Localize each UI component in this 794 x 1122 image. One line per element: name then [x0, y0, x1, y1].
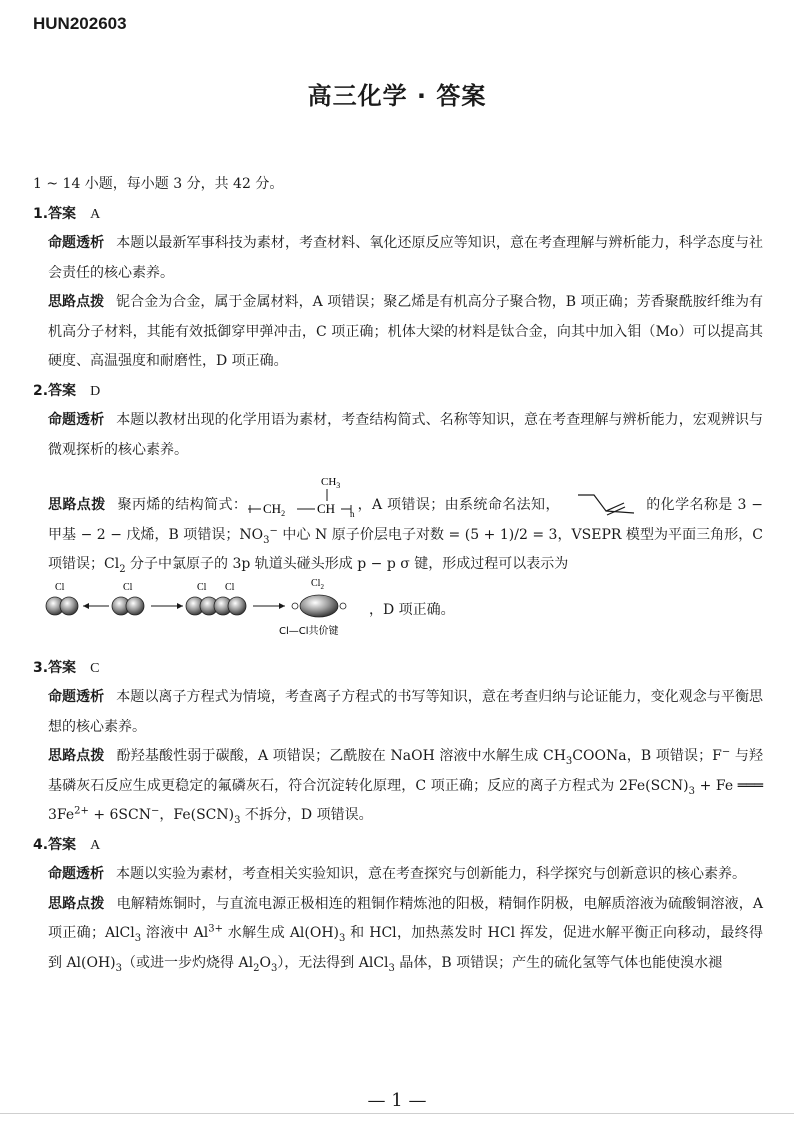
p-p-sigma-bond-diagram — [43, 572, 363, 646]
q4-hint-d: 和 HCl，加热蒸发时 HCl 挥发，促进水解平衡正向移动，最终得到 Al(OH) — [48, 925, 763, 971]
q2-analysis-text: 本题以教材出现的化学用语为素材，考查结构简式、名称等知识，意在考查理解与辨析能力，宏观辨识与微观探析的核心素养。 — [48, 412, 764, 458]
answer-label: 答案 — [48, 382, 77, 399]
bond-caption: Cl—Cl共价键 — [279, 625, 339, 637]
q3-hint-e: + 6SCN — [88, 807, 151, 823]
q2-hint-e: 分子中氯原子的 3p 轨道头碰头形成 p − p σ 键，形成过程可以表示为 — [125, 556, 569, 572]
q2-hint-tail: ，D 项正确。 — [369, 601, 455, 618]
q3-hint-f: ，Fe(SCN) — [159, 807, 235, 823]
cl-label-1: Cl — [55, 581, 65, 593]
q4-letter: A — [90, 837, 101, 853]
answer-content — [33, 170, 763, 978]
q3-analysis — [33, 683, 763, 742]
q1-analysis — [33, 229, 763, 288]
cl2-label: $Cl_2$ — [311, 577, 324, 591]
q3-answer — [33, 654, 763, 684]
q2-analysis — [33, 406, 763, 465]
q1-hint — [33, 288, 763, 377]
page-title: 高三化学 · 答案 — [307, 82, 487, 110]
q1-number: 1. — [33, 205, 49, 222]
cl-label-3: Cl — [197, 581, 207, 593]
poly-ch2: $CH_2$ — [263, 501, 286, 518]
exam-code: HUN202603 — [33, 14, 127, 33]
hint-label: 思路点拨 — [48, 294, 105, 310]
q4-hint-e: （或进一步灼烧得 Al — [122, 954, 254, 971]
polypropylene-formula — [247, 475, 357, 519]
q3-number: 3. — [33, 659, 49, 676]
q1-analysis-text: 本题以最新军事科技为素材，考查材料、氧化还原反应等知识，意在考查理解与辨析能力，科学态度与社会责任的核心素养。 — [48, 235, 764, 281]
analysis-label: 命题透析 — [48, 689, 105, 705]
q2-answer — [33, 377, 763, 407]
q3-hint-g: 不拆分，D 项错误。 — [240, 807, 373, 823]
q4-number: 4. — [33, 836, 49, 853]
q4-hint-b: 溶液中 Al — [141, 925, 209, 941]
q4-answer — [33, 831, 763, 861]
q4-analysis-text: 本题以实验为素材，考查相关实验知识，意在考查探究与创新能力，科学探究与创新意识的核心素养。 — [116, 866, 746, 882]
answer-label: 答案 — [48, 836, 77, 853]
q1-letter: A — [90, 206, 101, 222]
poly-ch: CH — [317, 501, 336, 516]
skeletal-formula — [574, 489, 638, 519]
page-number: — 1 — — [367, 1090, 427, 1111]
q2-hint-a: 聚丙烯的结构简式： — [117, 497, 248, 513]
poly-n: n — [350, 509, 355, 519]
hint-label: 思路点拨 — [48, 895, 105, 912]
q1-answer — [33, 200, 763, 230]
q4-hint-h: 晶体，B 项错误；产生的硫化氢等气体也能使溴水褪 — [394, 954, 723, 971]
q3-analysis-text: 本题以离子方程式为情境，考查离子方程式的书写等知识，意在考查归纳与论证能力，变化观念与平衡思想的核心素养。 — [48, 689, 764, 735]
q4-hint-g: ），无法得到 AlCl — [277, 954, 389, 971]
hint-label: 思路点拨 — [48, 748, 105, 764]
q4-hint-a: 电解精炼铜时，与直流电源正极相连的粗铜作精炼池的阳极，精铜作阴极，电解质溶液为硫酸铜溶液，A 项正确；AlCl — [48, 895, 763, 941]
q4-analysis — [33, 860, 763, 890]
q2-hint-b: ，A 项错误；由系统命名法知， — [357, 497, 560, 513]
q3-letter: C — [90, 660, 100, 676]
q4-hint-c: 水解生成 Al(OH) — [222, 925, 340, 941]
analysis-label: 命题透析 — [48, 235, 105, 251]
q2-number: 2. — [33, 382, 49, 399]
footer-rule — [0, 1113, 794, 1114]
q3-hint: 思路点拨 酚羟基酸性弱于碳酸，A 项错误；乙酰胺在 NaOH 溶液中水解生成 $CH_3COONa$，B 项错误；F− 与羟基磷灰石反应生成更稳定的氟磷灰石，符合沉淀转化原理，C 项正确；反应的离子方程式为 $2Fe(SCN)_3 + Fe$ ═══ $3Fe^{2+} + 6SCN^-$，$Fe(SCN)_3$ 不拆分，D 项错误。 — [48, 746, 764, 826]
q4-hint-f: O — [259, 954, 271, 971]
q3-hint-b: COONa，B 项错误；F — [572, 748, 722, 764]
q3-hint-a: 酚羟基酸性弱于碳酸，A 项错误；乙酰胺在 NaOH 溶液中水解生成 CH — [116, 748, 566, 764]
hint-label: 思路点拨 — [48, 497, 106, 513]
intro-line: 1 ~ 14 小题，每小题 3 分，共 42 分。 — [33, 176, 284, 192]
q2-letter: D — [90, 383, 101, 399]
q3-hint-c: 与羟基磷灰石反应生成更稳定的氟磷灰石，符合沉淀转化原理，C 项正确；反应的离子方程式为 2Fe(SCN) — [48, 748, 764, 794]
q2-hint-c: 的化学名称是 3 − 甲基 − 2 − 戊烯，B 项错误；NO — [48, 497, 764, 543]
orbital-diagram — [33, 577, 763, 654]
poly-ch3: $CH_3$ — [321, 476, 341, 490]
q1-hint-text: 铌合金为合金，属于金属材料，A 项错误；聚乙烯是有机高分子聚合物，B 项正确；芳香聚酰胺纤维为有机高分子材料，其能有效抵御穿甲弹冲击，C 项正确；机体大梁的材料是钛合金，向其中加入钼（Mo）可以提高其硬度、高温强度和耐磨性，D 项正确。 — [48, 294, 764, 369]
analysis-label: 命题透析 — [48, 866, 104, 882]
q2-hint: 思路点拨 聚丙烯的结构简式： $CH_3$ $CH_2$ CH n ，A 项错误；由系统命名法知， 的化学名称是 3 − 甲基 − 2 − 戊烯，B 项错误；$NO_3^-$ 中心 N 原子价层电子对数 = (5 + 1)/2 = 3，VSEPR 模型为平面三角形，C 项错误；$Cl_2$ 分子中氯原子的 3p 轨道头碰头形成 p − p σ 键，形成过程可以表示为 — [48, 476, 764, 575]
answer-label: 答案 — [48, 205, 77, 222]
q2-hint-d: 中心 N 原子价层电子对数 = (5 + 1)/2 = 3，VSEPR 模型为平面三角形，C 项错误；Cl — [48, 526, 763, 572]
q4-hint: 思路点拨 电解精炼铜时，与直流电源正极相连的粗铜作精炼池的阳极，精铜作阴极，电解质溶液为硫酸铜溶液，A 项正确；AlCl$_3$ 溶液中 $Al^{3+}$ 水解生成 $Al(OH)_3$ 和 HCl，加热蒸发时 HCl 挥发，促进水解平衡正向移动，最终得到 $Al(OH)_3$（或进一步灼烧得 $Al_2O_3$），无法得到 AlCl$_3$ 晶体，B 项错误；产生的硫化氢等气体也能使溴水褪 — [48, 895, 763, 974]
q3-hint-d: + Fe ═══ 3Fe — [48, 777, 763, 823]
cl-label-4: Cl — [225, 581, 235, 593]
cl-label-2: Cl — [123, 581, 133, 593]
answer-label: 答案 — [48, 659, 77, 676]
analysis-label: 命题透析 — [48, 412, 105, 428]
